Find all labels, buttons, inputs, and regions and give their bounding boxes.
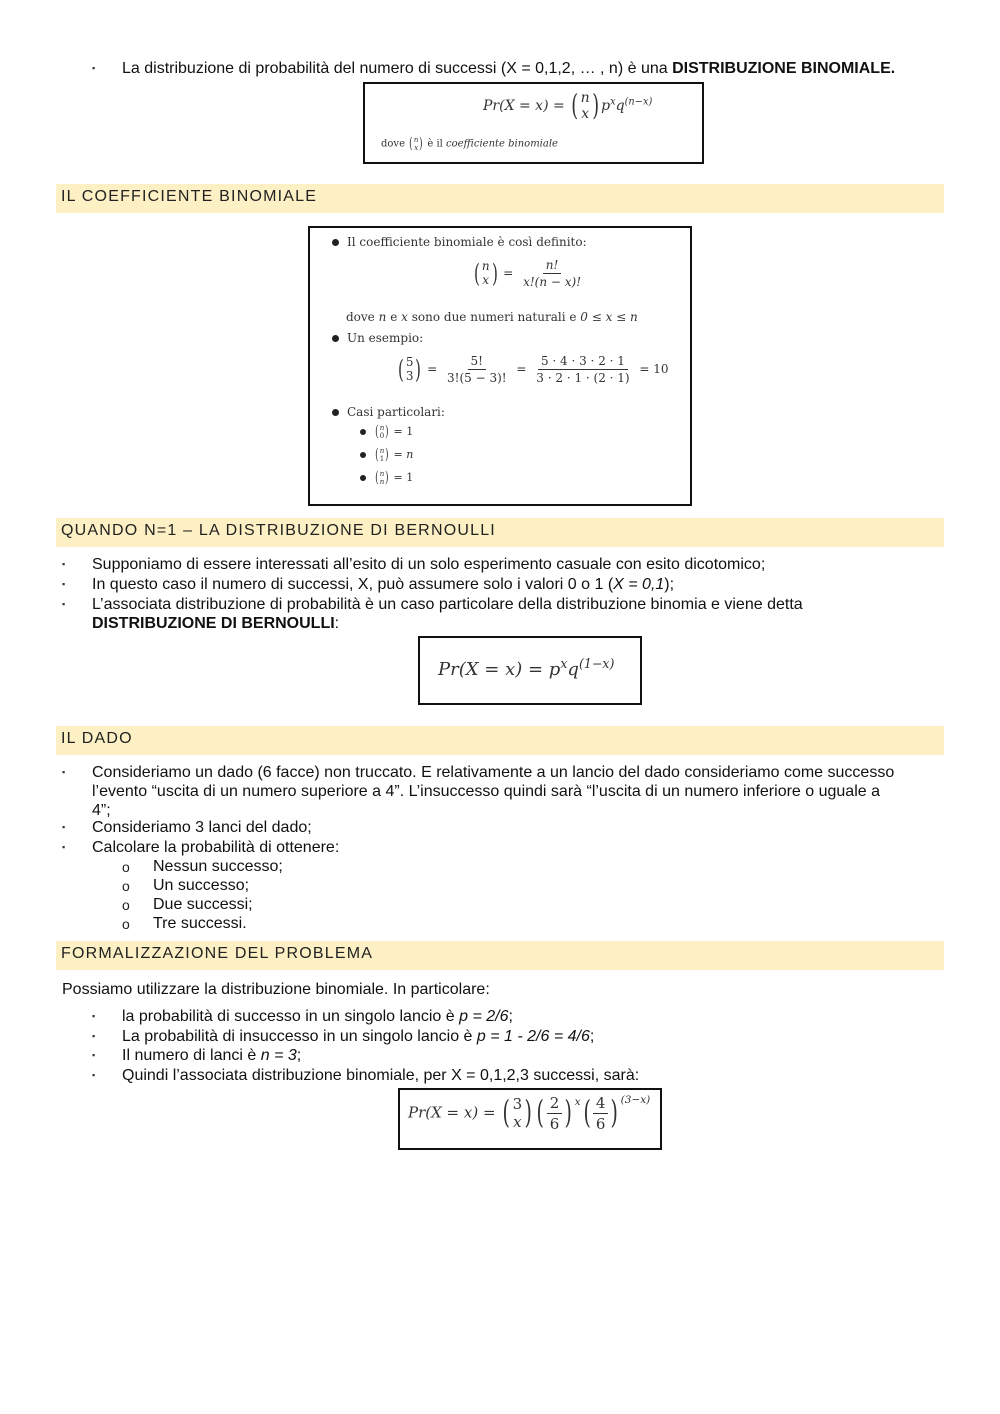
case-1-bottom: 0: [379, 432, 385, 441]
sub-marker: o: [122, 916, 130, 932]
dado-sub-4: Tre successi.: [153, 915, 247, 932]
bullet-marker: ▪: [92, 1011, 96, 1021]
ex-fraction-2: [533, 354, 632, 385]
coeff-item-2: [332, 331, 423, 345]
formula-q-exp: (n−x): [624, 96, 653, 108]
coeff-box: [308, 226, 692, 506]
coeff-item-2-text: Un esempio:: [347, 331, 424, 345]
bullet-dot: [360, 429, 366, 435]
formal-bullet-3: [122, 1046, 301, 1066]
formal-bullet-4: Quindi l’associata distribuzione binomiale, per X = 0,1,2,3 successi, sarà:: [122, 1067, 640, 1084]
note-binom-top: n: [413, 136, 419, 144]
bernoulli-b2-pre: In questo caso il numero di successi, X, può assumere solo i valori 0 o 1 (: [92, 576, 614, 593]
dice-d2: 6: [595, 1115, 606, 1134]
formal-b1-pre: la probabilità di successo in un singolo lancio è: [122, 1008, 460, 1025]
dice-e1: x: [574, 1096, 581, 1109]
formal-b1-italic: p = 2/6: [459, 1008, 509, 1025]
bullet-marker: ▪: [62, 822, 66, 832]
bernoulli-formula: [438, 656, 614, 680]
ex-top: 5: [405, 354, 414, 369]
section-header-dado: [56, 726, 944, 755]
coeff-definition: ( n x ) = $\frac{n!}{x!(n - x)!}$: [472, 258, 587, 289]
case-3-rhs: = 1: [393, 471, 414, 485]
section-title-formal: FORMALIZZAZIONE DEL PROBLEMA: [61, 945, 374, 962]
dado-bullet-2: Consideriamo 3 lanci del dado;: [92, 819, 312, 836]
bullet-dot: [332, 335, 339, 342]
intro-text-bold: DISTRIBUZIONE BINOMIALE.: [672, 60, 896, 77]
ex-bottom: 3: [405, 368, 414, 383]
dado-sub-2: Un successo;: [153, 877, 250, 894]
formula-q: q: [615, 98, 625, 115]
def-fraction: [520, 258, 584, 289]
case-2-top: n: [379, 447, 385, 455]
bullet-marker: ▪: [92, 1050, 96, 1060]
formal-b3-post: ;: [296, 1047, 302, 1064]
sub-marker: o: [122, 878, 130, 894]
section-title-dado: IL DADO: [61, 730, 133, 747]
dice-d1: 6: [549, 1115, 560, 1134]
case-1-rhs: = 1: [393, 425, 414, 439]
formula-p: p: [601, 98, 611, 115]
bullet-marker: ▪: [62, 579, 66, 589]
ex-num-2: 5 · 4 · 3 · 2 · 1: [538, 354, 628, 370]
bern-lhs: Pr(X = x) = p: [438, 659, 561, 680]
bernoulli-formula-box: [418, 636, 642, 705]
bullet-dot: [332, 239, 339, 246]
dado-sub-3: Due successi;: [153, 896, 253, 913]
coeff-item-1: [332, 235, 587, 249]
cond-x: x: [401, 310, 408, 324]
note-mid: è il: [427, 138, 443, 150]
section-title-coeff: IL COEFFICIENTE BINOMIALE: [61, 188, 318, 205]
case-1: [360, 424, 413, 440]
cond-mid: sono due numeri naturali e: [411, 310, 577, 324]
formal-bullet-2: [122, 1027, 594, 1047]
def-num: n!: [543, 258, 562, 274]
case-2-bottom: 1: [379, 455, 385, 464]
bernoulli-bold-term: DISTRIBUZIONE DI BERNOULLI: [92, 615, 335, 632]
cond-pre: dove: [346, 310, 375, 324]
ex-den-2: 3 · 2 · 1 · (2 · 1): [536, 371, 630, 385]
formula-lhs: Pr(X = x) =: [483, 98, 565, 115]
case-3-binom: ( n n ): [375, 468, 389, 487]
bullet-marker: ▪: [62, 599, 66, 609]
case-3-top: n: [379, 470, 385, 478]
bern-q: q: [567, 659, 579, 680]
bern-q-exp: (1−x): [578, 656, 615, 671]
dice-e2: (3−x): [620, 1094, 651, 1106]
dice-n2: 4: [593, 1094, 609, 1114]
bullet-marker: ▪: [92, 1070, 96, 1080]
case-2: [360, 447, 413, 463]
bernoulli-bullet-2: [92, 575, 674, 595]
cond-e: e: [390, 310, 398, 324]
formal-b2-post: ;: [589, 1028, 595, 1045]
formal-bullet-1: [122, 1007, 513, 1027]
bern-p-exp: x: [560, 656, 568, 671]
intro-text: [122, 59, 895, 79]
dice-lhs: Pr(X = x) =: [408, 1103, 496, 1122]
note-pre: dove: [381, 138, 405, 150]
coeff-condition: [346, 310, 638, 324]
dice-frac-1: ( $\frac{2}{6}$ ): [536, 1094, 573, 1134]
binomial-note: [381, 136, 558, 152]
dice-frac-2: ( $\frac{4}{6}$ ): [582, 1094, 619, 1134]
bernoulli-bullet-3-line-2: [92, 614, 339, 634]
def-binom: ( n x ): [473, 258, 498, 288]
coeff-example: ( 5 3 ) = $\frac{5!}{3!(5 - 3)!}$ = $\frac{5 \cdot 4 \cdot 3 \cdot 2 \cdot 1}{3 \cdot 2 \cdot 1 \cdot (2 \cdot 1)}$ = 10: [397, 354, 669, 385]
formal-b3-italic: n = 3: [260, 1047, 297, 1064]
case-1-top: n: [379, 424, 385, 432]
section-header-bernoulli: [56, 518, 944, 547]
dice-binom-bottom: x: [513, 1112, 522, 1131]
section-header-coeff: [56, 184, 944, 213]
ex-result: = 10: [639, 362, 669, 376]
formal-b2-pre: La probabilità di insuccesso in un singolo lancio è: [122, 1028, 477, 1045]
bullet-marker: ▪: [92, 1031, 96, 1041]
bullet-dot: [360, 452, 366, 458]
bernoulli-bullet-3-line-1: L’associata distribuzione di probabilità è un caso particolare della distribuzione binomia e viene detta: [92, 596, 803, 613]
case-3-bottom: n: [379, 478, 385, 487]
formula-p-exp: x: [610, 96, 616, 108]
dado-bullet-1-line-1: Consideriamo un dado (6 facce) non truccato. E relativamente a un lancio del dado consideriamo come successo: [92, 764, 895, 781]
binom-top: n: [580, 90, 590, 106]
note-binom: ( n x ): [409, 134, 424, 153]
cond-ineq: 0 ≤ x ≤ n: [580, 310, 638, 324]
binomial-coefficient: ( n x ): [571, 88, 599, 123]
dice-formula-box: [398, 1088, 662, 1150]
bullet-dot: [360, 475, 366, 481]
coeff-item-3-text: Casi particolari:: [347, 405, 445, 419]
dice-binom-top: 3: [512, 1095, 523, 1114]
def-bottom: x: [482, 272, 490, 287]
sub-marker: o: [122, 859, 130, 875]
sub-marker: o: [122, 897, 130, 913]
bernoulli-b3-post: :: [334, 615, 340, 632]
bernoulli-bullet-1: Supponiamo di essere interessati all’esito di un solo esperimento casuale con esito dicotomico;: [92, 556, 766, 573]
dado-bullet-3: Calcolare la probabilità di ottenere:: [92, 839, 340, 856]
bullet-marker: ▪: [62, 767, 66, 777]
dice-n1: 2: [547, 1094, 563, 1114]
ex-num-1: 5!: [468, 354, 486, 370]
formal-b3-pre: Il numero di lanci è: [122, 1047, 261, 1064]
note-italic: coefficiente binomiale: [446, 138, 558, 150]
section-title-bernoulli: QUANDO N=1 – LA DISTRIBUZIONE DI BERNOULLI: [61, 522, 496, 539]
bullet-marker: ▪: [62, 842, 66, 852]
binomial-formula-box: [363, 82, 704, 164]
formal-b2-italic: p = 1 - 2/6 = 4/6: [476, 1028, 590, 1045]
dado-bullet-1-line-3: 4”;: [92, 802, 111, 819]
formal-b1-post: ;: [508, 1008, 513, 1025]
cond-n: n: [378, 310, 387, 324]
section-header-formal: [56, 941, 944, 970]
case-2-binom: ( n 1 ): [375, 445, 389, 464]
dado-bullet-1-line-2: l’evento “uscita di un numero superiore a 4”. L’insuccesso quindi sarà “l’uscita di un numero inferiore o uguale a: [92, 783, 880, 800]
coeff-item-1-text: Il coefficiente binomiale è così definito:: [347, 235, 587, 249]
coeff-item-3: [332, 405, 445, 419]
def-den: x!(n − x)!: [523, 275, 582, 289]
formal-intro: Possiamo utilizzare la distribuzione binomiale. In particolare:: [62, 981, 490, 998]
def-top: n: [481, 258, 490, 273]
ex-den-1: 3!(5 − 3)!: [446, 371, 507, 385]
dado-sub-1: Nessun successo;: [153, 858, 283, 875]
binom-bottom: x: [581, 106, 590, 123]
ex-binom: ( 5 3 ): [397, 354, 422, 384]
bernoulli-b2-post: );: [664, 576, 675, 593]
bullet-marker: ▪: [62, 559, 66, 569]
ex-fraction-1: [444, 354, 510, 385]
bullet-marker: ▪: [92, 63, 96, 73]
case-3: [360, 470, 413, 486]
note-binom-bottom: x: [414, 144, 419, 153]
dice-formula: [408, 1094, 650, 1133]
intro-text-normal: La distribuzione di probabilità del numero di successi (X = 0,1,2, … , n) è una: [122, 60, 673, 77]
case-1-binom: ( n 0 ): [375, 422, 389, 441]
bernoulli-b2-italic: X = 0,1: [613, 576, 665, 593]
case-2-rhs: = n: [393, 448, 414, 462]
bullet-dot: [332, 409, 339, 416]
binomial-formula: [483, 90, 652, 122]
dice-binom: ( 3 x ): [502, 1094, 533, 1131]
